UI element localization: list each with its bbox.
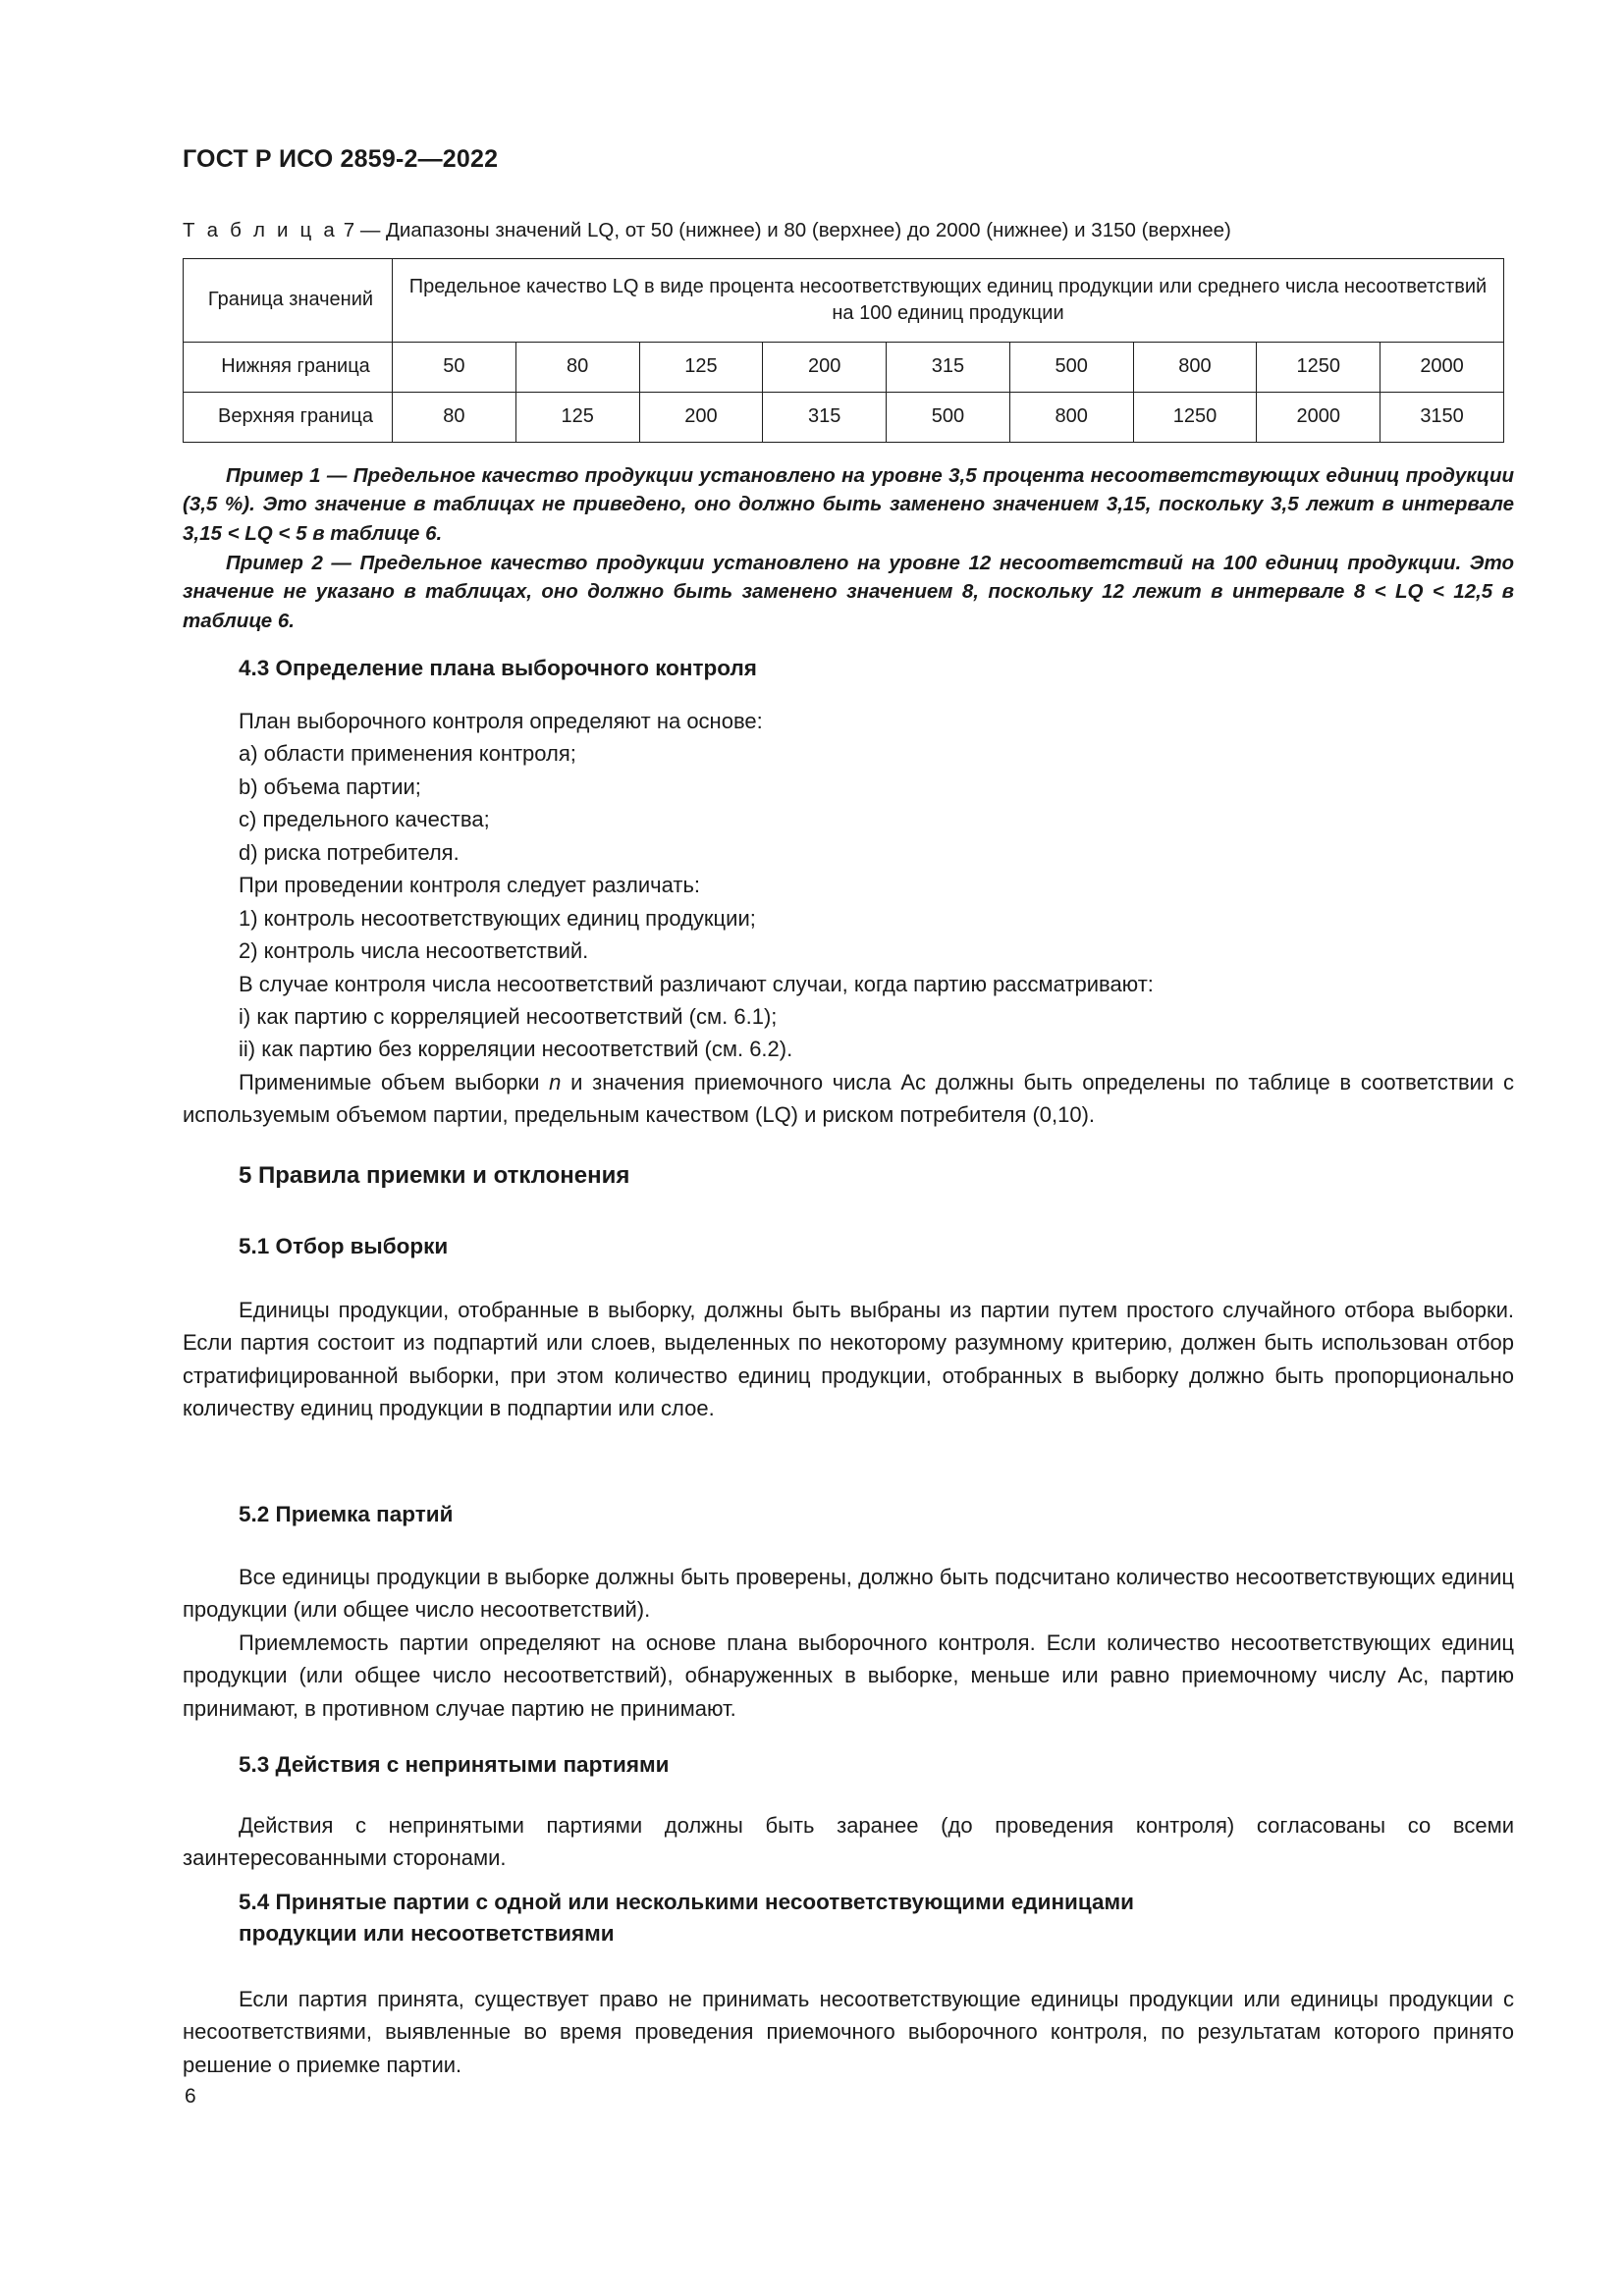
document-header: ГОСТ Р ИСО 2859-2—2022 xyxy=(183,145,499,173)
cell-upper-5: 500 xyxy=(887,392,1010,442)
closing-text-part1: Применимые объем выборки xyxy=(239,1069,550,1095)
cell-upper-9: 3150 xyxy=(1380,392,1504,442)
table-caption-number: 7 xyxy=(343,219,355,241)
section-5-2 xyxy=(183,1499,1514,1530)
example-2: Пример 2 — Предельное качество продукции установлено на уровне 12 несоответствий на 100 единиц продукции. Это значение не указано в таблицах, оно должно быть заменено значением 8, поскольку 12 лежит в интервале 8 < LQ < 12,5 в таблице 6. xyxy=(183,551,1514,632)
heading-4-3: 4.3 Определение плана выборочного контроля xyxy=(239,656,757,680)
section-5-1 xyxy=(183,1231,1514,1262)
examples-block xyxy=(183,461,1514,635)
section-5-2-body xyxy=(183,1561,1514,1725)
heading-5-4-line2: продукции или несоответствиями xyxy=(239,1920,615,1946)
example-1: Пример 1 — Предельное качество продукции установлено на уровне 3,5 процента несоответствующих единиц продукции (3,5 %). Это значение в таблицах не приведено, оно должно быть заменено значением 3,15, поскольку 3,5 лежит в интервале 3,15 < LQ < 5 в таблице 6. xyxy=(183,464,1514,545)
cell-lower-5: 315 xyxy=(887,342,1010,392)
cell-upper-4: 315 xyxy=(763,392,887,442)
heading-5-3: 5.3 Действия с непринятыми партиями xyxy=(239,1752,670,1777)
cell-upper-1: 80 xyxy=(393,392,516,442)
paragraph-5-1: Единицы продукции, отобранные в выборку, должны быть выбраны из партии путем простого случайного отбора выборки. Если партия состоит из подпартий или слоев, выделенных по некоторому разумному критерию, должен быть использован отбор стратифицированной выборки, при этом количество единиц продукции, отобранных в выборку должно быть пропорционально количеству единиц продукции в подпартии или слое. xyxy=(183,1298,1514,1421)
list-item-1: 1) контроль несоответствующих единиц продукции; xyxy=(239,905,756,931)
list-item-c: c) предельного качества; xyxy=(239,807,490,832)
table-caption-text: Диапазоны значений LQ, от 50 (нижнее) и 80 (верхнее) до 2000 (нижнее) и 3150 (верхнее) xyxy=(386,219,1231,241)
heading-5-1: 5.1 Отбор выборки xyxy=(239,1234,449,1258)
cell-upper-6: 800 xyxy=(1009,392,1133,442)
section-4-3-body xyxy=(183,705,1514,1132)
cell-upper-7: 1250 xyxy=(1133,392,1257,442)
section-5-3 xyxy=(183,1749,1514,1781)
heading-5-4-line1: 5.4 Принятые партии с одной или несколькими несоответствующими единицами xyxy=(239,1890,1134,1914)
cell-lower-4: 200 xyxy=(763,342,887,392)
cell-lower-6: 500 xyxy=(1009,342,1133,392)
closing-paragraph-4-3 xyxy=(183,1066,1514,1132)
list-item-i: i) как партию с корреляцией несоответствий (см. 6.1); xyxy=(239,1003,778,1029)
paragraph-5-4: Если партия принята, существует право не принимать несоответствующие единицы продукции или единицы продукции с несоответствиями, выявленные во время проведения приемочного выборочного контроля, по результатам которого принято решение о приемке партии. xyxy=(183,1987,1514,2077)
table-caption-label: Т а б л и ц а xyxy=(183,219,338,241)
sample-size-symbol: n xyxy=(549,1069,562,1095)
cell-lower-1: 50 xyxy=(393,342,516,392)
list-item-a: a) области применения контроля; xyxy=(239,741,576,767)
cell-lower-2: 80 xyxy=(515,342,639,392)
section-5-4 xyxy=(183,1887,1514,1949)
paragraph-5-3: Действия с непринятыми партиями должны быть заранее (до проведения контроля) согласованы со всеми заинтересованными сторонами. xyxy=(183,1813,1514,1871)
cell-lower-8: 1250 xyxy=(1257,342,1380,392)
section-5-1-body xyxy=(183,1294,1514,1425)
closing-text-part2: и значения приемочного числа Ac должны быть определены по таблице в соответствии с используемым объемом партии, предельным качеством (LQ) и риском потребителя (0,10). xyxy=(183,1069,1514,1128)
intro-4-3: План выборочного контроля определяют на основе: xyxy=(239,709,763,733)
heading-5-2: 5.2 Приемка партий xyxy=(239,1502,454,1526)
table-header-col2: Предельное качество LQ в виде процента несоответствующих единиц продукции или среднего числа несоответствий на 100 единиц продукции xyxy=(393,258,1504,342)
section-5-3-body xyxy=(183,1809,1514,1875)
section-5 xyxy=(183,1160,1514,1192)
cell-lower-7: 800 xyxy=(1133,342,1257,392)
cell-upper-8: 2000 xyxy=(1257,392,1380,442)
section-4-3 xyxy=(183,653,1514,684)
lq-range-table xyxy=(183,258,1504,443)
page-number: 6 xyxy=(185,2085,196,2108)
table-header-col1: Граница значений xyxy=(184,258,393,342)
table-7-block xyxy=(183,218,1514,443)
table-header-row xyxy=(184,258,1504,342)
list-item-2: 2) контроль числа несоответствий. xyxy=(239,938,589,964)
list-item-ii: ii) как партию без корреляции несоответствий (см. 6.2). xyxy=(239,1037,793,1062)
cell-lower-3: 125 xyxy=(639,342,763,392)
paragraph-5-2-1: Все единицы продукции в выборке должны быть проверены, должно быть подсчитано количество несоответствующих единиц продукции (или общее число несоответствий). xyxy=(183,1565,1514,1623)
cell-upper-2: 125 xyxy=(515,392,639,442)
table-caption xyxy=(183,218,1514,244)
table-row xyxy=(184,392,1504,442)
cell-lower-9: 2000 xyxy=(1380,342,1504,392)
cell-upper-3: 200 xyxy=(639,392,763,442)
heading-5: 5 Правила приемки и отклонения xyxy=(239,1162,630,1189)
list-item-b: b) объема партии; xyxy=(239,774,421,799)
table-row xyxy=(184,342,1504,392)
row-label-upper: Верхняя граница xyxy=(184,392,393,442)
lead-in-2: При проведении контроля следует различать: xyxy=(239,873,701,898)
section-5-4-body xyxy=(183,1983,1514,2081)
table-caption-dash: — xyxy=(359,219,381,241)
list-item-d: d) риска потребителя. xyxy=(239,839,460,865)
row-label-lower: Нижняя граница xyxy=(184,342,393,392)
lead-in-3: В случае контроля числа несоответствий различают случаи, когда партию рассматривают: xyxy=(239,971,1154,996)
paragraph-5-2-2: Приемлемость партии определяют на основе плана выборочного контроля. Если количество несоответствующих единиц продукции (или общее число несоответствий), обнаруженных в выборке, меньше или равно приемочному числу Ac, партию принимают, в противном случае партию не принимают. xyxy=(183,1629,1514,1721)
